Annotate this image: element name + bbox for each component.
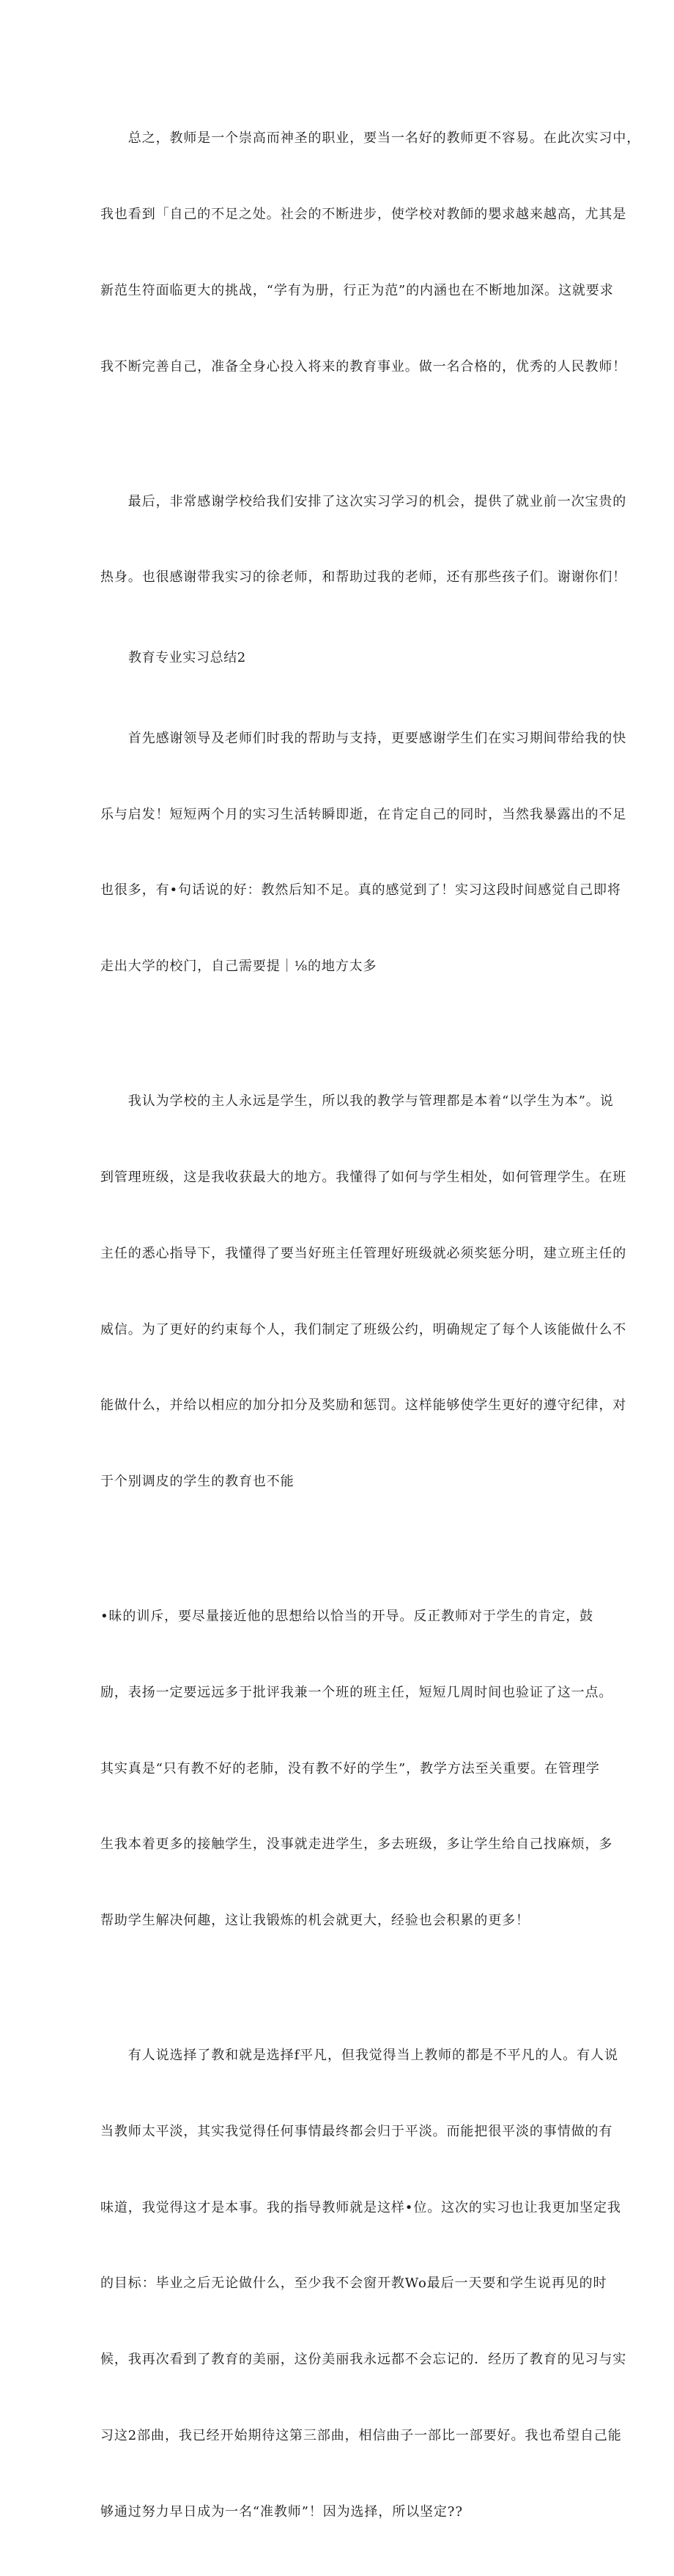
text-line: 够通过努力早日成为一名“准教师”！因为选择，所以坚定?? xyxy=(100,2503,463,2520)
paragraph-closing xyxy=(100,1993,627,2576)
paragraph-gap xyxy=(100,1546,575,1554)
text-line: 励，表扬一定要远远多于批评我兼一个班的班主任，短短几周时间也验证了这一点。 xyxy=(100,1684,613,1700)
text-line: 威信。为了更好的约束每个人，我们制定了班级公约，明确规定了每个人该能做什么不 xyxy=(100,1321,627,1337)
paragraph-conclusion xyxy=(100,75,641,430)
document-body xyxy=(100,75,641,2576)
paragraph-thanks xyxy=(100,438,627,641)
paragraph-class-management xyxy=(100,1038,627,1546)
paragraph-gap xyxy=(100,430,575,438)
text-line: 其实真是“只有教不好的老肺，没有教不好的学生”，教学方法至关重要。在管理学 xyxy=(100,1760,600,1776)
text-line: 生我本着更多的接触学生，没事就走进学生，多去班级，多让学生给自己找麻烦，多 xyxy=(100,1837,613,1853)
text-line: •昧的训斥，要尽量接近他的思想给以恰当的开导。反正教师对于学生的肯定，鼓 xyxy=(100,1609,594,1625)
text-line: 首先感谢领导及老师们时我的帮助与支持，更要感谢学生们在实习期间带给我的快 xyxy=(100,730,627,746)
paragraph-gap xyxy=(100,1030,575,1038)
text-line: 于个别调皮的学生的教育也不能 xyxy=(100,1474,295,1490)
text-line: 也很多，有•句话说的好：教然后知不足。真的感觉到了！实习这段时间感觉自己即将 xyxy=(100,882,621,898)
text-line: 新范生符面临更大的挑战，“学有为册，行正为范”的内涵也在不断地加深。这就要求 xyxy=(100,282,614,298)
text-line: 味道，我觉得这才是本事。我的指导教师就是这样•位。这次的实习也让我更加坚定我 xyxy=(100,2199,621,2215)
text-line: 热身。也很感谢带我实习的徐老师，和帮助过我的老师，还有那些孩子们。谢谢你们！ xyxy=(100,569,627,586)
text-line: 走出大学的校门，自己需要提｜⅛的地方太多 xyxy=(100,959,377,975)
paragraph-gratitude xyxy=(100,676,627,1030)
paragraph-gap xyxy=(100,1985,575,1993)
text-line: 最后，非常感谢学校给我们安排了这次实习学习的机会，提供了就业前一次宝贵的 xyxy=(100,493,627,509)
text-line: 乐与启发！短短两个月的实习生活转瞬即逝，在肯定自己的同时，当然我暴露出的不足 xyxy=(100,806,627,822)
text-line: 当教师太平淡，其实我觉得任何事情最终都会归于平淡。而能把很平淡的事情做的有 xyxy=(100,2123,613,2139)
text-line: 的目标：毕业之后无论做什么，至少我不会窗开教Wo最后一天要和学生说再见的时 xyxy=(100,2276,607,2292)
text-line: 有人说选择了教和就是选择f平凡，但我觉得当上教师的都是不平凡的人。有人说 xyxy=(100,2048,618,2064)
text-line: 习这2部曲，我已经开始期待这第三部曲，相信曲子一部比一部要好。我也希望自己能 xyxy=(100,2428,622,2444)
text-line: 主任的悉心指导下，我懂得了要当好班主任管理好班级就必须奖惩分明，建立班主任的 xyxy=(100,1245,627,1261)
text-line: 我也看到「自己的不足之处。社会的不断进步，使学校对教師的嬰求越来越高，尤其是 xyxy=(100,206,627,222)
text-line: 我认为学校的主人永远是学生，所以我的教学与管理都是本着“以学生为本”。说 xyxy=(100,1093,614,1110)
text-line: 到管理班级，这是我收获最大的地方。我懂得了如何与学生相处，如何管理学生。在班 xyxy=(100,1169,627,1185)
text-line: 我不断完善自己，准备全身心投入将来的教育事业。做一名合格的，优秀的人民教师！ xyxy=(100,358,627,374)
text-line: 能做什么，并给以相应的加分扣分及奖励和惩罚。这样能够使学生更好的遵守纪律，对 xyxy=(100,1398,627,1414)
section-heading: 教育专业实习总结2 xyxy=(128,650,246,666)
paragraph-guidance xyxy=(100,1554,613,1985)
text-line: 总之，教师是一个崇高而神圣的职业，要当一名好的教师更不容易。在此次实习中， xyxy=(100,130,641,147)
text-line: 候，我再次看到了教育的美丽，这份美丽我永远都不会忘记的．经历了教育的见习与实 xyxy=(100,2352,627,2368)
text-line: 帮助学生解决何趣，这让我锻炼的机会就更大，经验也会积累的更多！ xyxy=(100,1913,530,1929)
